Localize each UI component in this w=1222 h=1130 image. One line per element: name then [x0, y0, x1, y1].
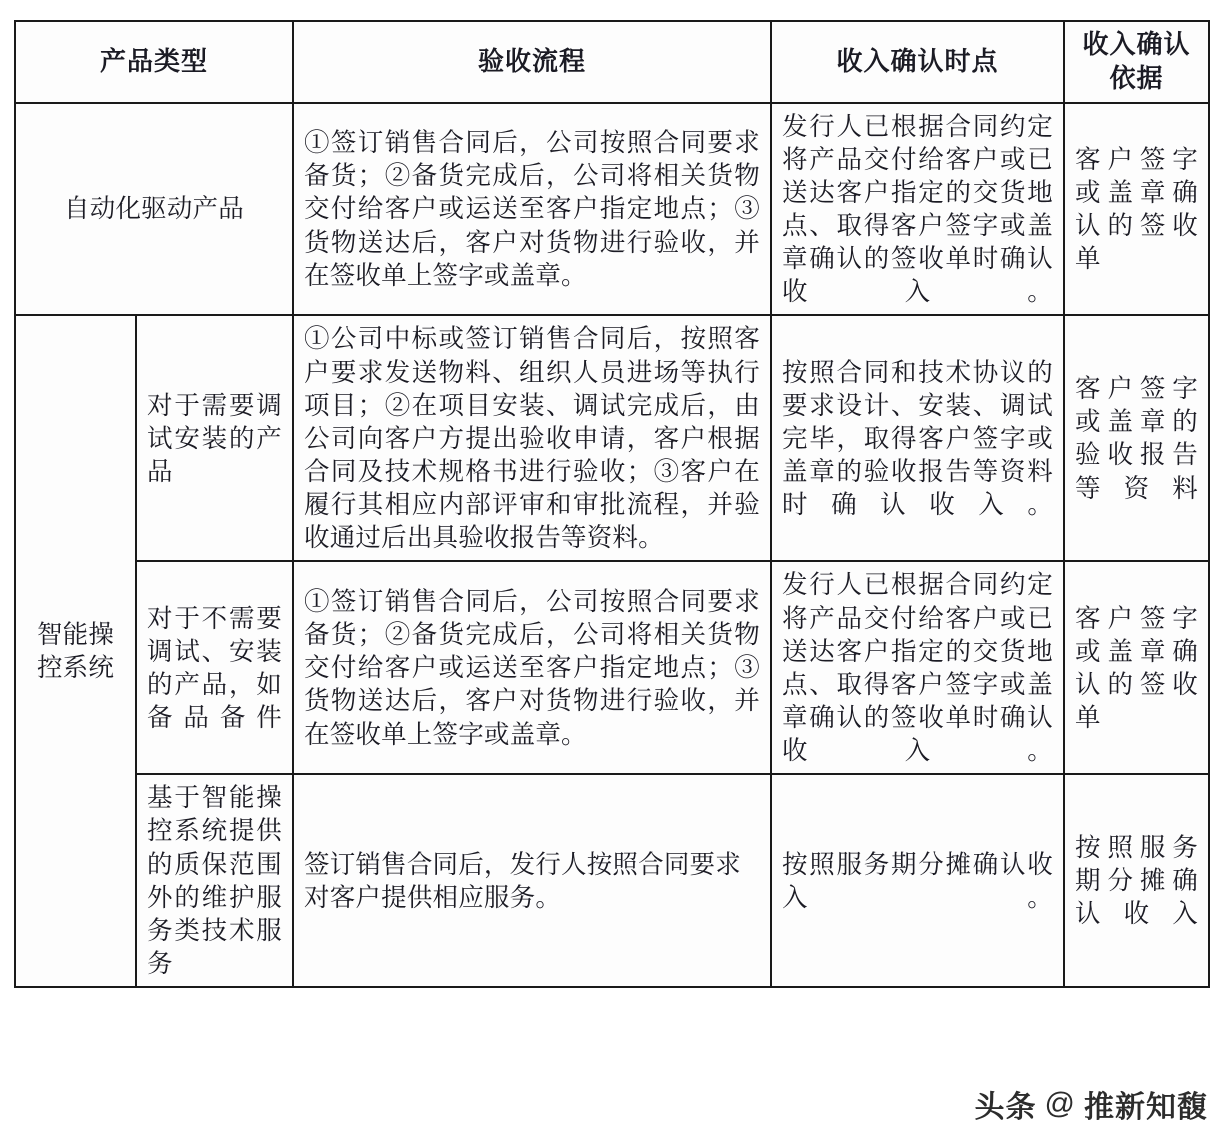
cell-revenue-basis: 按照服务期分摊确认收入: [1064, 774, 1209, 987]
cell-revenue-timing: 发行人已根据合同约定将产品交付给客户或已送达客户指定的交货地点、取得客户签字或盖章确认的签收单时确认收入。: [771, 561, 1064, 774]
header-revenue-timing: 收入确认时点: [771, 21, 1064, 103]
header-revenue-basis: 收入确认依据: [1064, 21, 1209, 103]
table-row: [15, 315, 1209, 561]
header-product-type: 产品类型: [15, 21, 293, 103]
watermark-username: 推新知馥: [1084, 1091, 1208, 1124]
cell-acceptance-process: ①签订销售合同后，公司按照合同要求备货；②备货完成后，公司将相关货物交付给客户或运送至客户指定地点；③货物送达后，客户对货物进行验收，并在签收单上签字或盖章。: [293, 561, 771, 774]
cell-product-subtype: 基于智能操控系统提供的质保范围外的维护服务类技术服务: [136, 774, 293, 987]
cell-revenue-basis: 客户签字或盖章确认的签收单: [1064, 561, 1209, 774]
cell-acceptance-process: ①公司中标或签订销售合同后，按照客户要求发送物料、组织人员进场等执行项目；②在项目安装、调试完成后，由公司向客户方提出验收申请，客户根据合同及技术规格书进行验收；③客户在履行其相应内部评审和审批流程，并验收通过后出具验收报告等资料。: [293, 315, 771, 561]
cell-product-type-smart-control: 智能操控系统: [15, 315, 136, 987]
watermark-brand: 头条: [974, 1091, 1037, 1124]
cell-revenue-timing: 发行人已根据合同约定将产品交付给客户或已送达客户指定的交货地点、取得客户签字或盖章确认的签收单时确认收入。: [771, 103, 1064, 316]
header-acceptance-process: 验收流程: [293, 21, 771, 103]
table-row: [15, 561, 1209, 774]
cell-product-subtype: 对于不需要调试、安装的产品，如备品备件: [136, 561, 293, 774]
cell-product-type-automation: 自动化驱动产品: [15, 103, 293, 316]
cell-revenue-basis: 客户签字或盖章的验收报告等资料: [1064, 315, 1209, 561]
cell-revenue-basis: 客户签字或盖章确认的签收单: [1064, 103, 1209, 316]
table-header-row: [15, 21, 1209, 103]
table-row: [15, 774, 1209, 987]
watermark-at-symbol: @: [1044, 1087, 1076, 1120]
cell-revenue-timing: 按照服务期分摊确认收入。: [771, 774, 1064, 987]
watermark: [975, 1082, 1208, 1126]
cell-acceptance-process: 签订销售合同后，发行人按照合同要求对客户提供相应服务。: [293, 774, 771, 987]
table-row: [15, 103, 1209, 316]
cell-revenue-timing: 按照合同和技术协议的要求设计、安装、调试完毕，取得客户签字或盖章的验收报告等资料时确认收入。: [771, 315, 1064, 561]
cell-acceptance-process: ①签订销售合同后，公司按照合同要求备货；②备货完成后，公司将相关货物交付给客户或运送至客户指定地点；③货物送达后，客户对货物进行验收，并在签收单上签字或盖章。: [293, 103, 771, 316]
cell-product-subtype: 对于需要调试安装的产品: [136, 315, 293, 561]
revenue-recognition-table: [14, 20, 1210, 988]
